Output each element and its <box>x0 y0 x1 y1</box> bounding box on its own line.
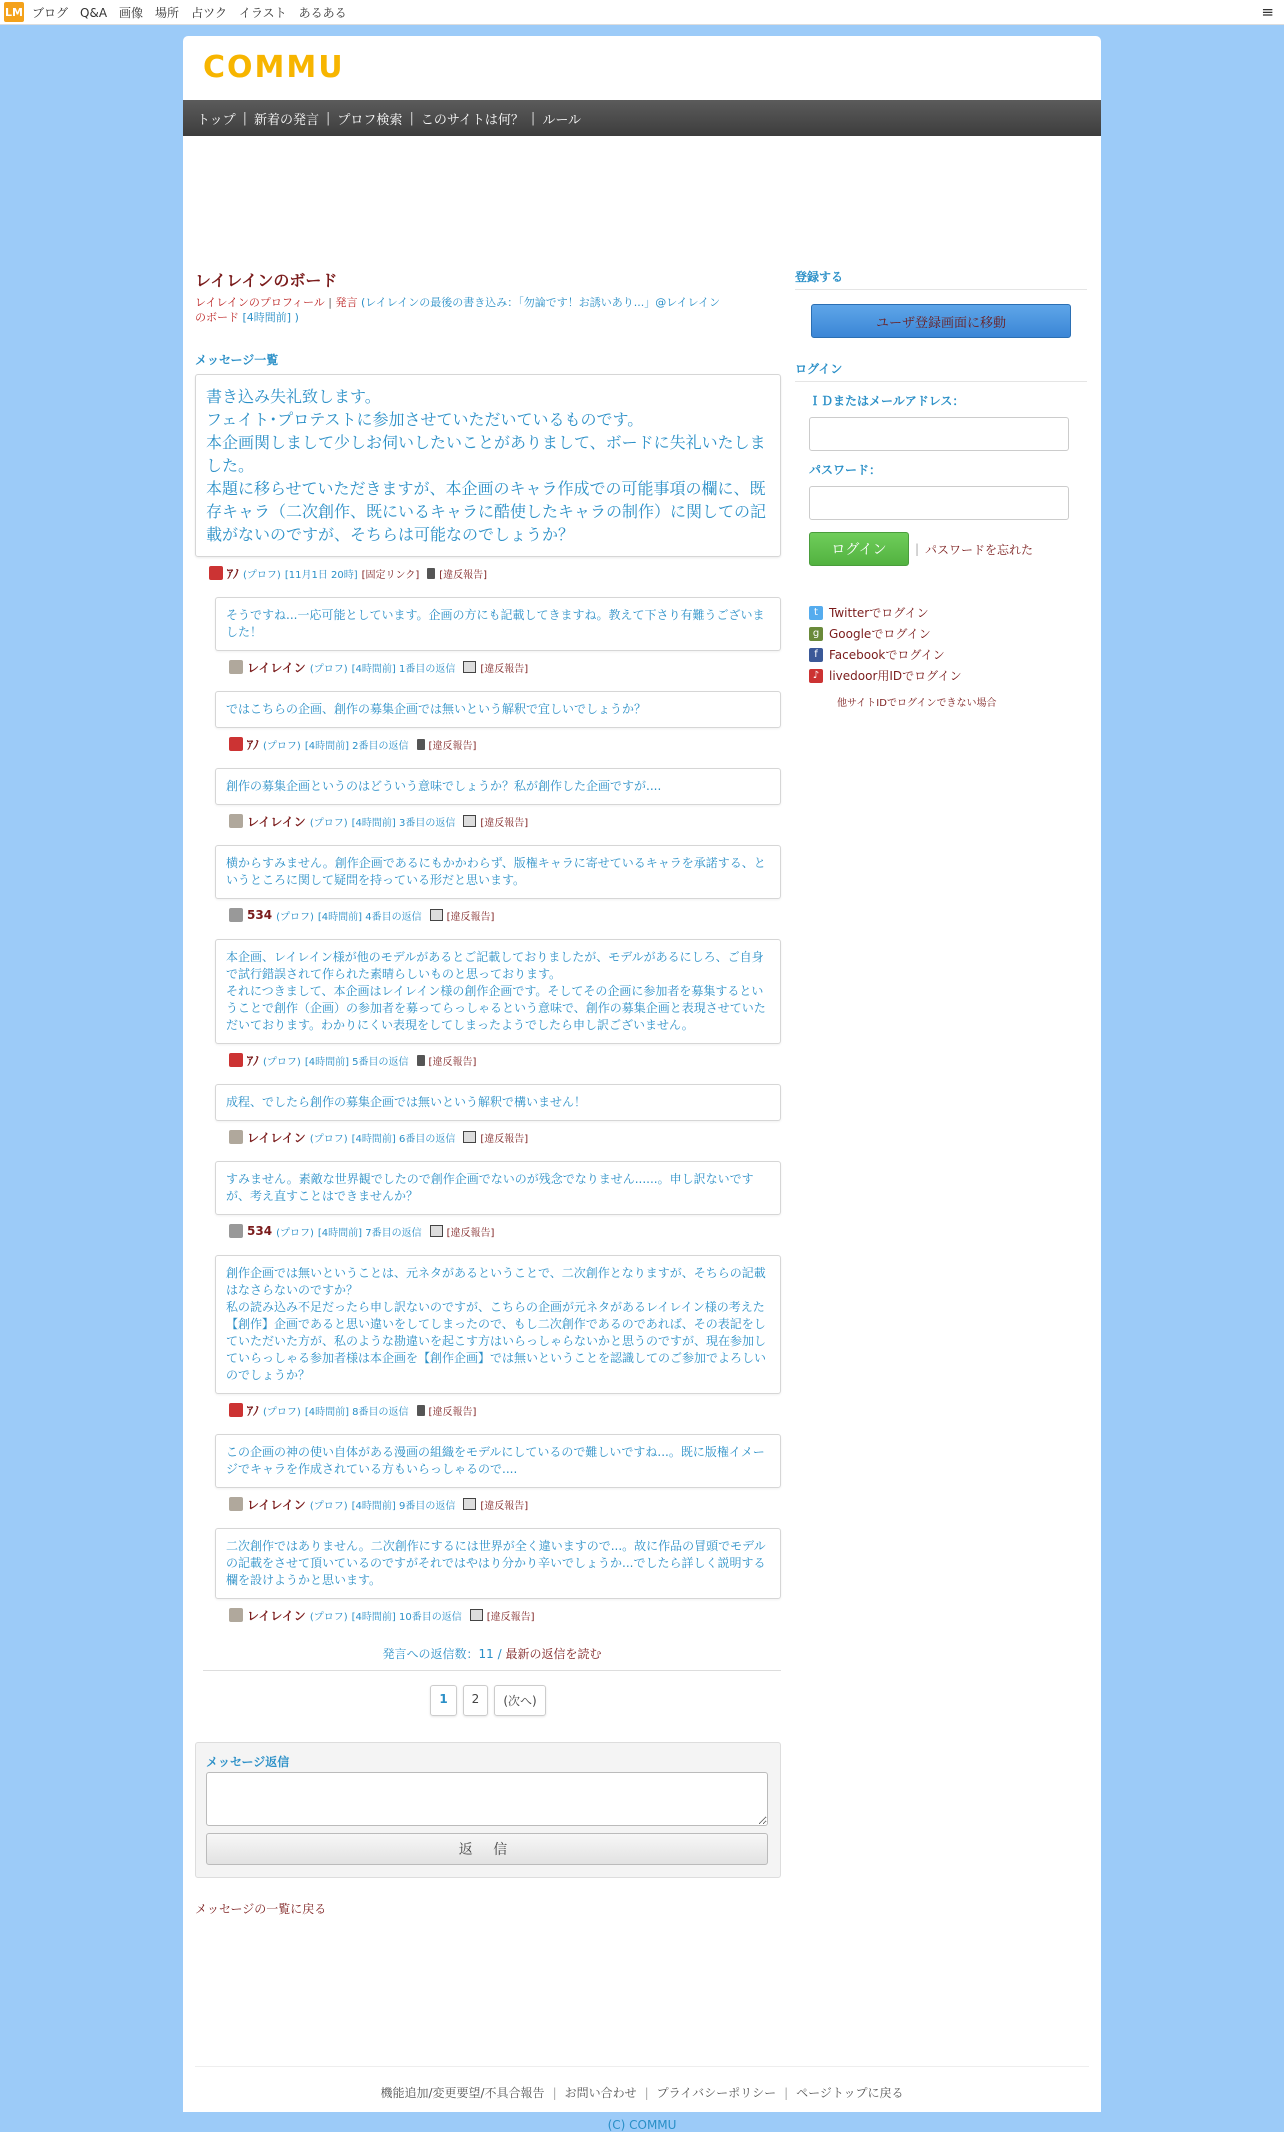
report-link[interactable]: [違反報告] <box>480 817 529 829</box>
next-page[interactable]: (次へ) <box>494 1685 545 1716</box>
avatar[interactable] <box>229 1497 243 1511</box>
author-name[interactable]: レイレイン <box>247 660 306 675</box>
page-title: レイレインのボード <box>195 271 338 290</box>
register-title: 登録する <box>795 268 1087 290</box>
main-column <box>195 268 781 1917</box>
reply-message: 成程、でしたら創作の募集企画では無いという解釈で構いません！ <box>215 1084 781 1121</box>
profile-link[interactable]: (プロフ) <box>243 569 281 581</box>
reply-byline <box>229 736 781 752</box>
avatar[interactable] <box>229 1130 243 1144</box>
author-name[interactable]: ｱﾉ <box>247 737 260 752</box>
nav-item[interactable]: このサイトは何？ <box>420 112 524 128</box>
reply-meta: [4時間前] 5番目の返信 <box>304 1056 409 1068</box>
reply-byline <box>229 813 781 829</box>
report-link[interactable]: [違反報告] <box>428 1406 477 1418</box>
nav-separator: | <box>326 110 331 126</box>
report-link[interactable]: [違反報告] <box>428 1056 477 1068</box>
meta-close: ) <box>294 311 299 324</box>
avatar[interactable] <box>229 908 243 922</box>
footer-separator: | <box>644 2086 649 2100</box>
reply-byline <box>229 659 781 675</box>
remark-link[interactable]: 発言 <box>335 296 358 309</box>
main-post: 書き込み失礼致します。 フェイト･プロテストに参加させていただいているものです。 本企画関しまして少しお伺いしたいことがありまして、ボードに失礼いたしました。 本題に移らせていただきますが、本企画のキャラ作成での可能事項の欄に、既存キャラ（二次創作、既にいるキャラに酷使したキャラの制作）に関しての記載がないのですが、そちらは可能なのでしょうか？ <box>195 374 781 557</box>
social-login-link[interactable] <box>809 602 1087 623</box>
footer-divider <box>195 2066 1089 2067</box>
reply-message: そうですね...一応可能としています。企画の方にも記載してきますね。教えて下さり有難うございました！ <box>215 597 781 651</box>
footer-links <box>183 2084 1101 2101</box>
avatar[interactable] <box>229 1053 243 1067</box>
reply-count-label: 発言への返信数：11 / <box>382 1647 506 1661</box>
reply-list <box>195 597 781 1623</box>
reply-message: この企画の神の使い自体がある漫画の組織をモデルにしているので難しいですね...。既に版権イメージでキャラを作成されている方もいらっしゃるので.... <box>215 1434 781 1488</box>
site-logo-icon[interactable]: LM <box>4 2 24 22</box>
reply-message: 横からすみません。創作企画であるにもかかわらず、版権キャラに寄せているキャラを承諾する、というところに関して疑問を持っている形だと思います。 <box>215 845 781 899</box>
avatar[interactable] <box>229 737 243 751</box>
profile-link[interactable]: (プロフ) <box>309 817 348 829</box>
reply-meta: [4時間前] 2番目の返信 <box>304 740 409 752</box>
permalink[interactable]: [固定リンク] <box>361 569 420 581</box>
facebook-icon: f <box>809 648 823 662</box>
pc-icon <box>463 1498 476 1510</box>
reply-message: 二次創作ではありません。二次創作にするには世界が全く違いますので...。故に作品の冒頭でモデルの記載をさせて頂いているのですがそれではやはり分かり辛いでしょうか...でしたら詳しく説明する欄を設けようかと思います。 <box>215 1528 781 1599</box>
pc-icon <box>430 1225 443 1237</box>
nav-separator: | <box>530 110 536 126</box>
mobile-icon <box>417 739 425 750</box>
latest-reply-link[interactable]: 最新の返信を読む <box>505 1647 602 1661</box>
nav-separator: | <box>242 110 248 126</box>
author-name[interactable]: レイレイン <box>247 814 306 829</box>
report-link[interactable]: [違反報告] <box>486 1611 535 1623</box>
profile-link[interactable]: (プロフ) <box>263 740 301 752</box>
reply-byline <box>229 1607 781 1623</box>
avatar[interactable] <box>229 1403 243 1417</box>
avatar[interactable] <box>229 1608 243 1622</box>
avatar[interactable] <box>209 566 223 580</box>
profile-link[interactable]: (プロフ) <box>309 1500 348 1512</box>
report-link[interactable]: [違反報告] <box>446 911 495 923</box>
reply-byline <box>229 1402 781 1418</box>
message-list-title: メッセージ一覧 <box>195 353 279 367</box>
profile-link[interactable]: レイレインのプロフィール <box>195 296 325 309</box>
report-link[interactable]: [違反報告] <box>439 569 488 581</box>
top-link[interactable]: イラスト <box>238 5 287 20</box>
login-button[interactable]: ログイン <box>809 532 909 566</box>
social-login-label: livedoor用IDでログイン <box>829 669 962 683</box>
main-post-byline <box>209 565 781 581</box>
reply-byline <box>229 1496 781 1512</box>
reply-form <box>195 1742 781 1878</box>
pc-icon <box>463 1131 476 1143</box>
last-post-time: [4時間前] <box>242 311 292 324</box>
pc-icon <box>463 661 476 673</box>
page-1[interactable]: 1 <box>430 1685 456 1716</box>
report-link[interactable]: [違反報告] <box>480 1500 529 1512</box>
twitter-icon: t <box>809 606 823 620</box>
back-to-list-link[interactable]: メッセージの一覧に戻る <box>195 1902 327 1916</box>
password-input[interactable] <box>809 486 1069 520</box>
nav-item[interactable]: ルール <box>542 112 582 128</box>
author-name[interactable]: レイレイン <box>247 1130 306 1145</box>
main-nav <box>183 100 1101 136</box>
social-login-label: Googleでログイン <box>829 627 931 641</box>
mobile-icon <box>427 568 435 579</box>
page-2[interactable]: 2 <box>463 1685 489 1716</box>
page-container <box>183 36 1101 2132</box>
sidebar <box>795 268 1087 709</box>
top-links <box>32 4 359 21</box>
social-login-label: Facebookでログイン <box>829 648 945 662</box>
reply-form-label: メッセージ返信 <box>206 1755 290 1769</box>
author-name[interactable]: 534 <box>247 908 273 922</box>
register-button[interactable]: ユーザ登録画面に移動 <box>811 304 1071 338</box>
reply-meta: [4時間前] 4番目の返信 <box>317 911 422 923</box>
reply-meta: [4時間前] 1番目の返信 <box>351 663 456 675</box>
other-login-help-link[interactable]: 他サイトIDでログインできない場合 <box>837 698 997 709</box>
pagination <box>195 1685 781 1716</box>
ad-area <box>183 136 1101 288</box>
reply-textarea[interactable] <box>206 1772 768 1826</box>
livedoor-icon: ♪ <box>809 669 823 683</box>
id-input[interactable] <box>809 417 1069 451</box>
report-link[interactable]: [違反報告] <box>428 740 477 752</box>
reply-message: ではこちらの企画、創作の募集企画では無いという解釈で宜しいでしょうか？ <box>215 691 781 728</box>
top-link[interactable]: ブログ <box>32 5 69 20</box>
avatar[interactable] <box>229 1224 243 1238</box>
footer-separator: | <box>552 2086 557 2100</box>
profile-link[interactable]: (プロフ) <box>263 1056 301 1068</box>
brand-logo[interactable]: COMMU <box>203 50 345 85</box>
copyright: (C) COMMU <box>607 2118 677 2132</box>
reply-meta: [4時間前] 7番目の返信 <box>317 1227 422 1239</box>
author-name[interactable]: ｱﾉ <box>247 1053 260 1068</box>
report-link[interactable]: [違反報告] <box>480 663 529 675</box>
author-name[interactable]: 534 <box>247 1224 273 1238</box>
reply-message: 本企画、レイレイン様が他のモデルがあるとご記載しておりましたが、モデルがあるにしろ、ご自身で試行錯誤されて作られた素晴らしいものと思っております。 それにつきまして、本企画はレイレイン様の創作企画です。そしてその企画に参加者を募集するということで創作（企画）の参加者を募ってらっしゃるという意味で、創作の募集企画と表現させていただいております。わかりにくい表現をしてしまったようでしたら申し訳ございません。 <box>215 939 781 1044</box>
footer-link[interactable]: 機能追加/変更要望/不具合報告 <box>380 2086 545 2100</box>
profile-link[interactable]: (プロフ) <box>263 1406 301 1418</box>
report-link[interactable]: [違反報告] <box>480 1133 529 1145</box>
reply-meta: [4時間前] 10番目の返信 <box>351 1611 462 1623</box>
author-name[interactable]: ｱﾉ <box>247 1403 260 1418</box>
reply-byline <box>229 1052 781 1068</box>
social-login-link[interactable] <box>809 644 1087 665</box>
avatar[interactable] <box>229 814 243 828</box>
top-link[interactable]: あるある <box>298 5 347 20</box>
social-login-link[interactable] <box>809 623 1087 644</box>
mobile-icon <box>417 1055 425 1066</box>
password-label: パスワード： <box>809 463 882 477</box>
google-icon: g <box>809 627 823 641</box>
pc-icon <box>463 815 476 827</box>
mobile-icon <box>417 1405 425 1416</box>
reply-byline <box>229 1223 781 1239</box>
top-link[interactable]: 占ツク <box>191 5 227 20</box>
footer-link[interactable]: プライバシーポリシー <box>656 2086 777 2100</box>
pc-icon <box>430 909 443 921</box>
top-link[interactable]: 画像 <box>119 5 144 20</box>
top-bar <box>0 0 1284 25</box>
reply-message: 創作企画では無いということは、元ネタがあるということで、二次創作となりますが、そちらの記載はなさらないのですか？ 私の読み込み不足だったら申し訳ないのですが、こちらの企画が元ネタがあるレイレイン様の考えた【創作】企画であると思い違いをしてしまったので、もし二次創作であるのであれば、その表記をしていただいた方が、私のような勘違いを起こす方はいらっしゃらないかと思うのですが、現在参加していらっしゃる参加者様は本企画を【創作企画】では無いということを認識してのご参加でよろしいのでしょうか？ <box>215 1255 781 1394</box>
reply-submit-button[interactable]: 返 信 <box>206 1833 768 1865</box>
avatar[interactable] <box>229 660 243 674</box>
nav-item[interactable]: 新着の発言 <box>254 112 320 128</box>
reply-meta: [4時間前] 3番目の返信 <box>351 817 456 829</box>
profile-link[interactable]: (プロフ) <box>276 911 314 923</box>
pc-icon <box>470 1609 483 1621</box>
footer-link[interactable]: ページトップに戻る <box>796 2086 904 2100</box>
reply-meta: [4時間前] 6番目の返信 <box>351 1133 456 1145</box>
board-meta <box>195 295 781 325</box>
author-name[interactable]: ｱﾉ <box>227 566 240 581</box>
forgot-sep: | <box>915 542 920 556</box>
profile-link[interactable]: (プロフ) <box>309 1133 348 1145</box>
profile-link[interactable]: (プロフ) <box>309 663 348 675</box>
author-name[interactable]: レイレイン <box>247 1497 306 1512</box>
last-post-text: (レイレインの最後の書き込み：「勿論です！お誘いあり...」@レイレイン <box>361 296 721 309</box>
top-link[interactable]: 場所 <box>155 5 180 20</box>
post-date: [11月1日 20時] <box>284 569 358 581</box>
social-login-label: Twitterでログイン <box>829 606 929 620</box>
reply-count <box>203 1645 781 1671</box>
nav-separator: | <box>409 110 414 126</box>
login-title: ログイン <box>795 360 1087 382</box>
footer-separator: | <box>784 2086 789 2100</box>
profile-link[interactable]: (プロフ) <box>309 1611 348 1623</box>
id-label: ＩＤまたはメールアドレス： <box>809 394 965 408</box>
login-row <box>809 532 1087 566</box>
forgot-password-link[interactable]: パスワードを忘れた <box>925 542 1034 557</box>
nav-item[interactable]: プロフ検索 <box>337 112 403 128</box>
author-name[interactable]: レイレイン <box>247 1608 306 1623</box>
footer-link[interactable]: お問い合わせ <box>564 2086 637 2100</box>
social-login-link[interactable] <box>809 665 1087 686</box>
board-link[interactable]: のボード <box>195 311 239 324</box>
report-link[interactable]: [違反報告] <box>446 1227 495 1239</box>
reply-byline <box>229 907 781 923</box>
reply-message: すみません。素敵な世界観でしたので創作企画でないのが残念でなりません......。申し訳ないですが、考え直すことはできませんか？ <box>215 1161 781 1215</box>
reply-byline <box>229 1129 781 1145</box>
top-link[interactable]: Q&A <box>80 5 108 20</box>
menu-icon[interactable]: ≡ <box>1261 3 1274 21</box>
social-logins <box>809 602 1087 686</box>
nav-item[interactable]: トップ <box>197 112 236 128</box>
profile-link[interactable]: (プロフ) <box>276 1227 314 1239</box>
reply-meta: [4時間前] 9番目の返信 <box>351 1500 456 1512</box>
reply-message: 創作の募集企画というのはどういう意味でしょうか？私が創作した企画ですが.... <box>215 768 781 805</box>
reply-meta: [4時間前] 8番目の返信 <box>304 1406 409 1418</box>
meta-sep: | <box>324 296 336 309</box>
